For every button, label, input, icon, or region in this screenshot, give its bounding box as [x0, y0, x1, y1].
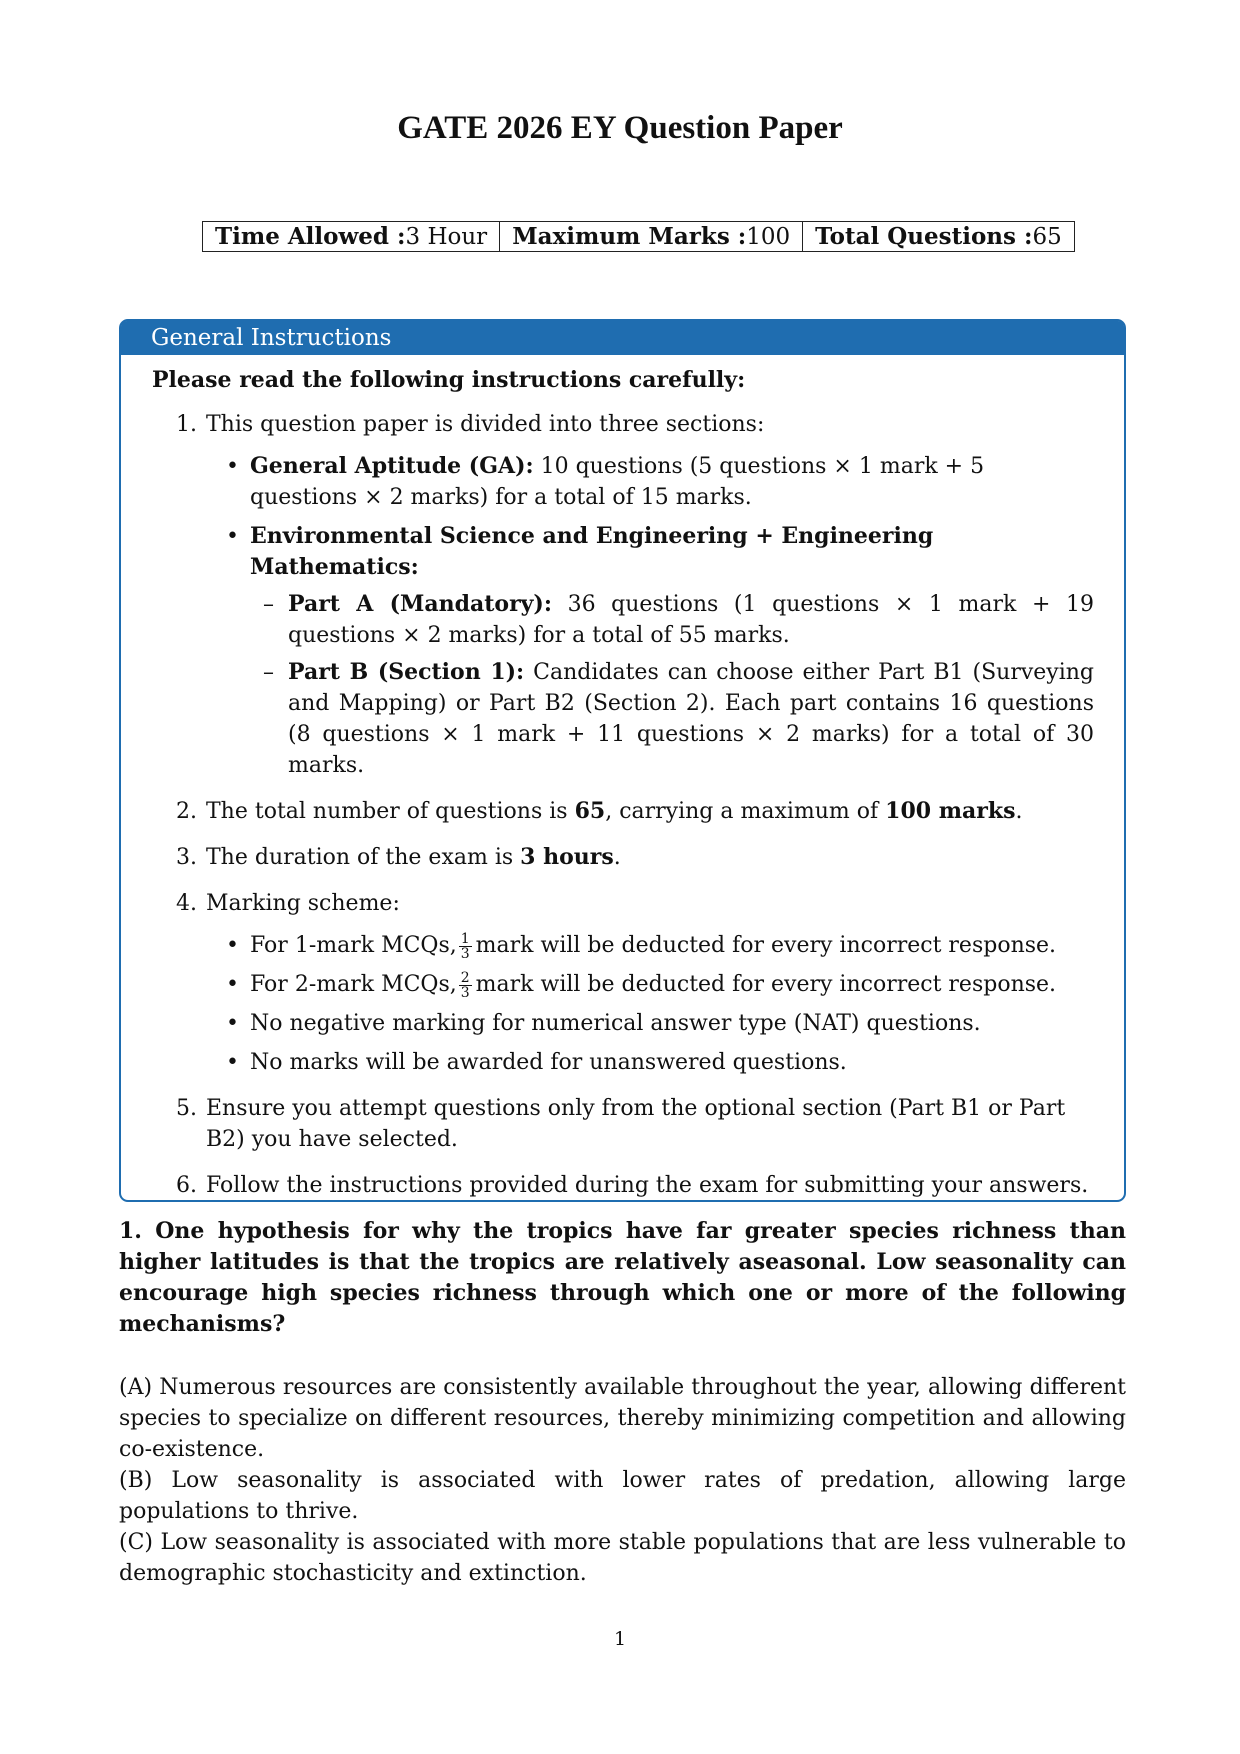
- time-allowed-cell: Time Allowed :3 Hour: [203, 222, 500, 252]
- instruction-item-3: 3. The duration of the exam is 3 hours.: [204, 842, 1094, 873]
- instructions-heading: General Instructions: [121, 321, 1124, 355]
- exam-info-table: [202, 221, 1075, 252]
- instruction-item-1: 1. This question paper is divided into three sections: • General Aptitude (GA): 10 questions (5 questions × 1 mark + 5 questions × 2 marks) for a total of 15 marks. • Environmental Science and Engineering + Engineering Mathematics: – Part A (Mandatory): 36 questions (1 questions × 1 mark + 19 questions × 2 marks) for a total of 55 marks. – Part B (Section 1): Candidates can choose either Part B1 (Surveying and Mapping) or Part B2 (Section 2). Each part contains 16 questions (8 questions × 1 mark + 11 questions × 2 marks) for a total of 30 marks.: [204, 409, 1094, 781]
- marking-nat: • No negative marking for numerical answer type (NAT) questions.: [250, 1008, 1094, 1039]
- total-questions-cell: Total Questions :65: [803, 222, 1075, 252]
- instruction-item-2: 2. The total number of questions is 65, carrying a maximum of 100 marks.: [204, 796, 1094, 827]
- page-title: GATE 2026 EY Question Paper: [397, 110, 843, 146]
- section-ese: • Environmental Science and Engineering + Engineering Mathematics: – Part A (Mandatory): 36 questions (1 questions × 1 mark + 19 questions × 2 marks) for a total of 55 marks. – Part B (Section 1): Candidates can choose either Part B1 (Surveying and Mapping) or Part B2 (Section 2). Each part contains 16 questions (8 questions × 1 mark + 11 questions × 2 marks) for a total of 30 marks.: [250, 521, 1094, 781]
- option-c: (C) Low seasonality is associated with more stable populations that are less vulnerable to demographic stochasticity and extinction.: [119, 1530, 1126, 1586]
- general-instructions-box: [119, 319, 1126, 1202]
- part-b: – Part B (Section 1): Candidates can choose either Part B1 (Surveying and Mapping) or Part B2 (Section 2). Each part contains 16 questions (8 questions × 1 mark + 11 questions × 2 marks) for a total of 30 marks.: [288, 657, 1094, 781]
- instruction-item-4: 4. Marking scheme: • For 1-mark MCQs, $\frac{1}{3}$ mark will be deducted for every incorrect response. • For 2-mark MCQs, $\frac{2}{3}$ mark will be deducted for every incorrect response. • No negative marking for numerical answer type (NAT) questions. • No marks will be awarded for unanswered questions.: [204, 888, 1094, 1078]
- part-a: – Part A (Mandatory): 36 questions (1 questions × 1 mark + 19 questions × 2 marks) for a total of 55 marks.: [288, 589, 1094, 651]
- section-ga: • General Aptitude (GA): 10 questions (5 questions × 1 mark + 5 questions × 2 marks) for a total of 15 marks.: [250, 451, 1094, 513]
- instructions-lead: Please read the following instructions carefully:: [152, 367, 746, 393]
- marking-unanswered: • No marks will be awarded for unanswered questions.: [250, 1047, 1094, 1078]
- marking-1-mark: • For 1-mark MCQs, $\frac{1}{3}$ mark will be deducted for every incorrect response.: [250, 930, 1094, 961]
- fraction-two-thirds: $\frac{2}{3}$: [460, 969, 470, 1001]
- question-1-options: [119, 1372, 1126, 1589]
- page-number: 1: [613, 1628, 627, 1650]
- marking-2-mark: • For 2-mark MCQs, $\frac{2}{3}$ mark will be deducted for every incorrect response.: [250, 969, 1094, 1000]
- instruction-item-6: 6. Follow the instructions provided during the exam for submitting your answers.: [204, 1170, 1094, 1201]
- instruction-item-5: 5. Ensure you attempt questions only from the optional section (Part B1 or Part B2) you have selected.: [204, 1093, 1094, 1155]
- option-b: (B) Low seasonality is associated with lower rates of predation, allowing large populations to thrive.: [119, 1468, 1126, 1524]
- option-a: (A) Numerous resources are consistently available throughout the year, allowing different species to specialize on different resources, thereby minimizing competition and allowing co-existence.: [119, 1375, 1126, 1462]
- fraction-one-third: $\frac{1}{3}$: [460, 930, 470, 962]
- maximum-marks-cell: Maximum Marks :100: [500, 222, 803, 252]
- question-1-stem: 1. One hypothesis for why the tropics have far greater species richness than higher latitudes is that the tropics are relatively aseasonal. Low seasonality can encourage high species richness through which one or more of the following mechanisms?: [119, 1218, 1126, 1337]
- instructions-list: [152, 409, 1094, 1201]
